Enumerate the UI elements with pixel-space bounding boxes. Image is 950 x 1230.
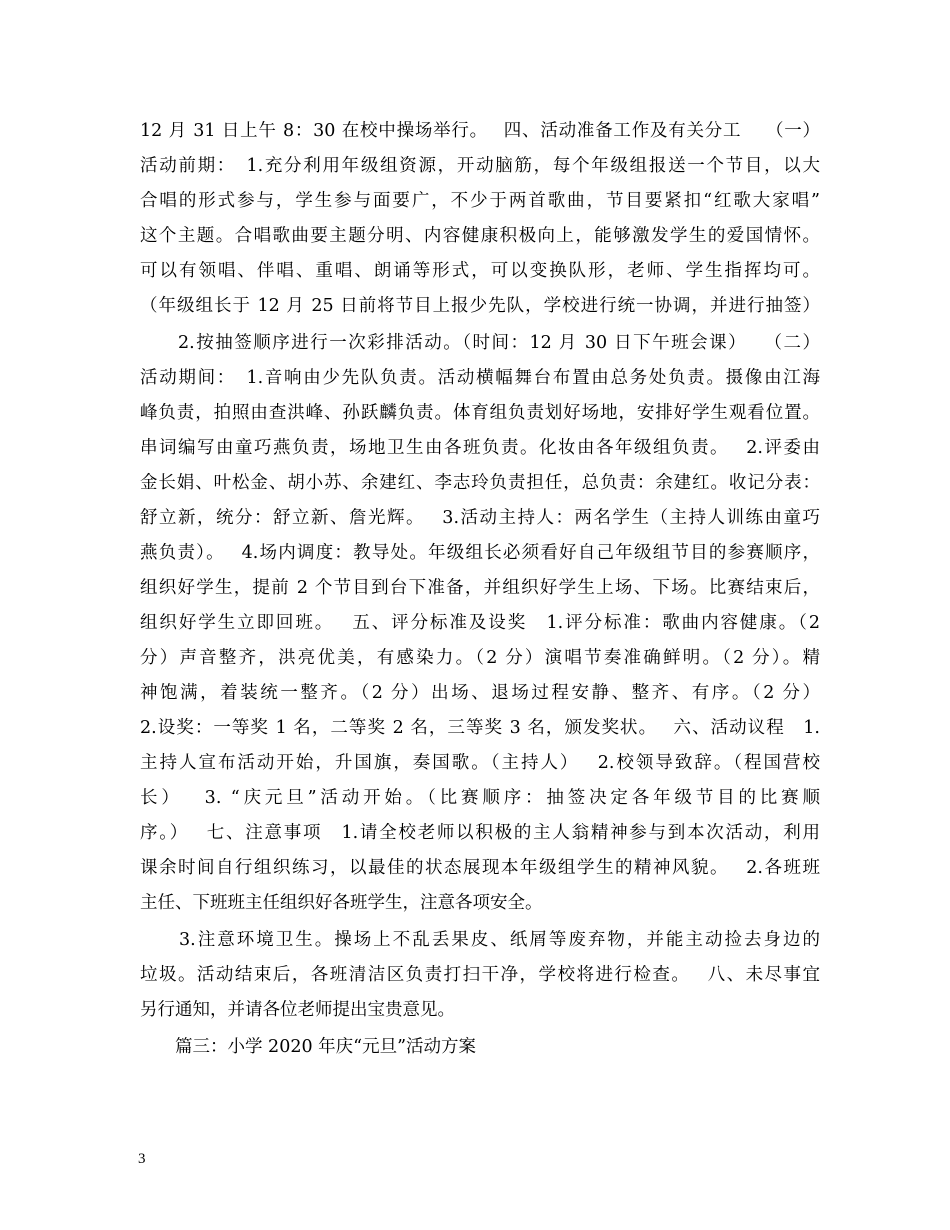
text-line: 峰负责，拍照由查洪峰、孙跃麟负责。体育组负责划好场地，安排好学生观看位置。 bbox=[140, 403, 820, 423]
text-line: 序。） 七、注意事项 1.请全校老师以积极的主人翁精神参与到本次活动，利用 bbox=[140, 823, 820, 843]
text-line: 12 月 31 日上午 8：30 在校中操场举行。 四、活动准备工作及有关分工 （一） bbox=[140, 121, 820, 141]
section-heading: 篇三：小学 2020 年庆“元旦”活动方案 bbox=[140, 1037, 477, 1057]
text-line: （年级组长于 12 月 25 日前将节目上报少先队，学校进行统一协调，并进行抽签） bbox=[140, 296, 820, 316]
text-line: 垃圾。活动结束后，各班清洁区负责打扫干净，学校将进行检查。 八、未尽事宜 bbox=[140, 965, 820, 985]
text-line: 合唱的形式参与，学生参与面要广，不少于两首歌曲，节目要紧扣“红歌大家唱” bbox=[140, 191, 820, 211]
text-line: 主持人宣布活动开始，升国旗，奏国歌。（主持人） 2.校领导致辞。（程国营校 bbox=[140, 753, 820, 773]
text-line: 活动期间： 1.音响由少先队负责。活动横幅舞台布置由总务处负责。摄像由江海 bbox=[140, 368, 820, 388]
text-line: 长） 3. “庆元旦”活动开始。（比赛顺序：抽签决定各年级节目的比赛顺 bbox=[140, 788, 820, 808]
text-line: 课余时间自行组织练习，以最佳的状态展现本年级组学生的精神风貌。 2.各班班 bbox=[140, 858, 820, 878]
text-line: 3.注意环境卫生。操场上不乱丢果皮、纸屑等废弃物，并能主动捡去身边的 bbox=[140, 930, 820, 950]
text-line: 组织好学生立即回班。 五、评分标准及设奖 1.评分标准：歌曲内容健康。（2 bbox=[140, 613, 820, 633]
text-line: 可以有领唱、伴唱、重唱、朗诵等形式，可以变换队形，老师、学生指挥均可。 bbox=[140, 261, 820, 281]
text-line: 组织好学生，提前 2 个节目到台下准备，并组织好学生上场、下场。比赛结束后， bbox=[140, 578, 820, 598]
page-number: 3 bbox=[138, 1151, 146, 1167]
text-line: 这个主题。合唱歌曲要主题分明、内容健康积极向上，能够激发学生的爱国情怀。 bbox=[140, 226, 820, 246]
text-line: 2.设奖：一等奖 1 名，二等奖 2 名，三等奖 3 名，颁发奖状。 六、活动议程 1. bbox=[140, 718, 820, 738]
text-line: 2.按抽签顺序进行一次彩排活动。（时间：12 月 30 日下午班会课） （二） bbox=[140, 333, 820, 353]
text-line: 神饱满，着装统一整齐。（2 分）出场、退场过程安静、整齐、有序。（2 分） bbox=[140, 683, 820, 703]
text-line: 舒立新，统分：舒立新、詹光辉。 3.活动主持人：两名学生（主持人训练由童巧 bbox=[140, 508, 820, 528]
text-line: 另行通知，并请各位老师提出宝贵意见。 bbox=[140, 1000, 455, 1020]
text-line: 金长娟、叶松金、胡小苏、余建红、李志玲负责担任，总负责：余建红。收记分表： bbox=[140, 473, 820, 493]
text-line: 燕负责）。 4.场内调度：教导处。年级组长必须看好自己年级组节目的参赛顺序， bbox=[140, 543, 820, 563]
text-line: 串词编写由童巧燕负责，场地卫生由各班负责。化妆由各年级组负责。 2.评委由 bbox=[140, 438, 820, 458]
text-line: 活动前期： 1.充分利用年级组资源，开动脑筋，每个年级组报送一个节目，以大 bbox=[140, 156, 820, 176]
text-line: 分）声音整齐，洪亮优美，有感染力。（2 分）演唱节奏准确鲜明。（2 分）。精 bbox=[140, 648, 820, 668]
text-line: 主任、下班班主任组织好各班学生，注意各项安全。 bbox=[140, 893, 543, 913]
